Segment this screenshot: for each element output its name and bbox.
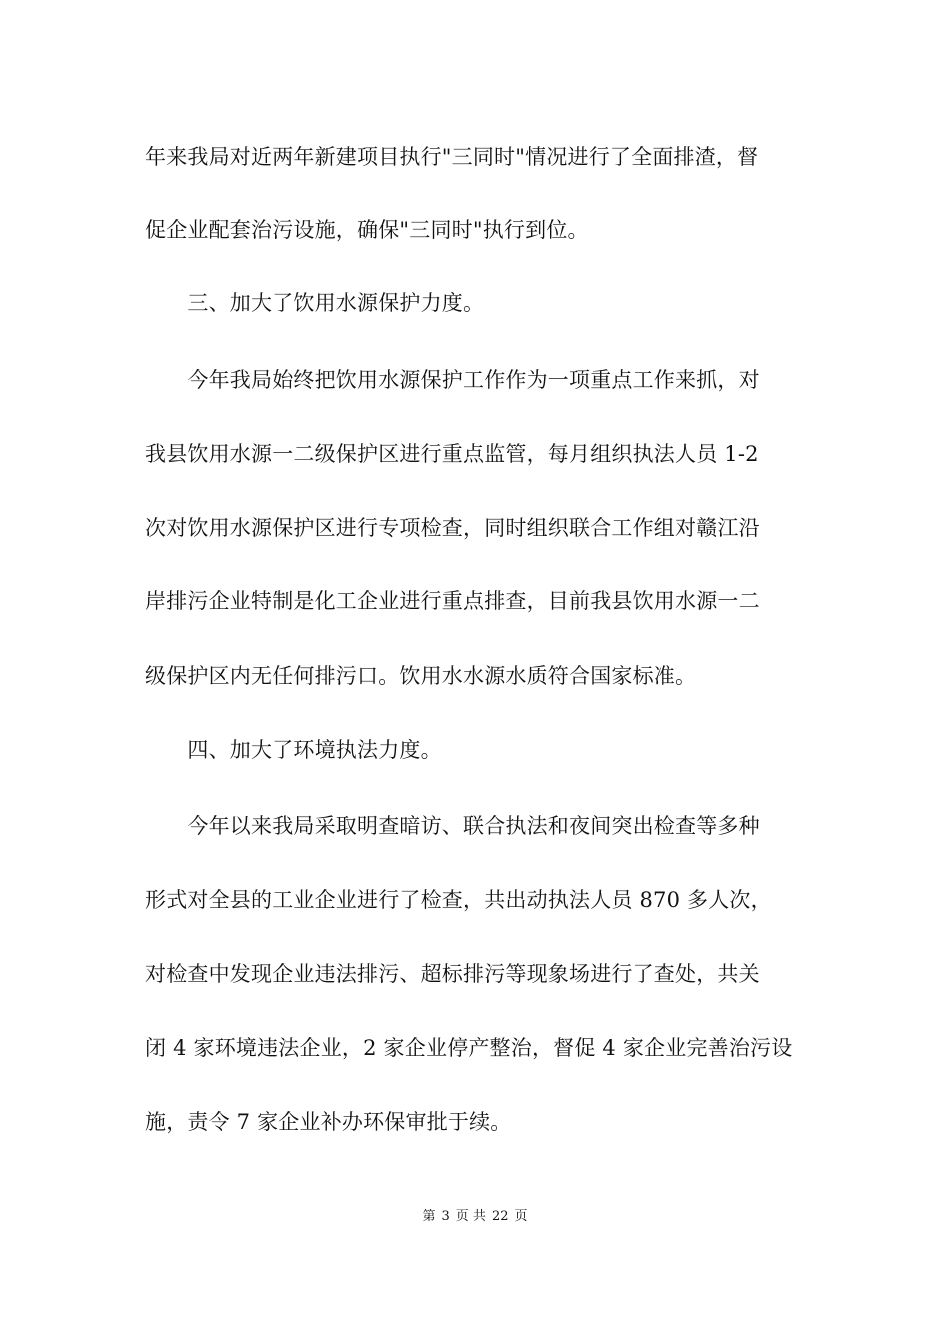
text-line-8: 级保护区内无任何排污口。饮用水水源水质符合国家标准。: [145, 664, 697, 688]
footer-prefix: 第: [422, 1209, 436, 1224]
footer-total-pages: 22: [491, 1209, 509, 1224]
section-heading-3: 三、加大了饮用水源保护力度。: [145, 291, 485, 315]
text-line-6: 次对饮用水源保护区进行专项检查，同时组织联合工作组对赣江沿: [145, 516, 760, 540]
text-line-11: 形式对全县的工业企业进行了检查，共出动执法人员 870 多人次，: [145, 888, 772, 912]
page-footer: [0, 1208, 950, 1226]
text-line-7: 岸排污企业特制是化工企业进行重点排查，目前我县饮用水源一二: [145, 589, 760, 613]
text-line-5: 我县饮用水源一二级保护区进行重点监管，每月组织执法人员 1-2: [145, 442, 759, 466]
text-line-1: 年来我局对近两年新建项目执行"三同时"情况进行了全面排渣，督: [145, 145, 759, 169]
text-line-14: 施，责令 7 家企业补办环保审批于续。: [145, 1110, 512, 1134]
text-line-10: 今年以来我局采取明查暗访、联合执法和夜间突出检查等多种: [145, 814, 760, 838]
text-line-4: 今年我局始终把饮用水源保护工作作为一项重点工作来抓，对: [145, 368, 760, 392]
text-line-2: 促企业配套治污设施，确保"三同时"执行到位。: [145, 218, 589, 242]
footer-middle: 页 共: [455, 1209, 486, 1224]
section-heading-4: 四、加大了环境执法力度。: [145, 738, 442, 762]
footer-suffix: 页: [514, 1209, 528, 1224]
text-line-13: 闭 4 家环境违法企业，2 家企业停产整治，督促 4 家企业完善治污设: [145, 1036, 793, 1060]
footer-current-page: 3: [441, 1209, 450, 1224]
text-line-12: 对检查中发现企业违法排污、超标排污等现象场进行了查处，共关: [145, 962, 760, 986]
